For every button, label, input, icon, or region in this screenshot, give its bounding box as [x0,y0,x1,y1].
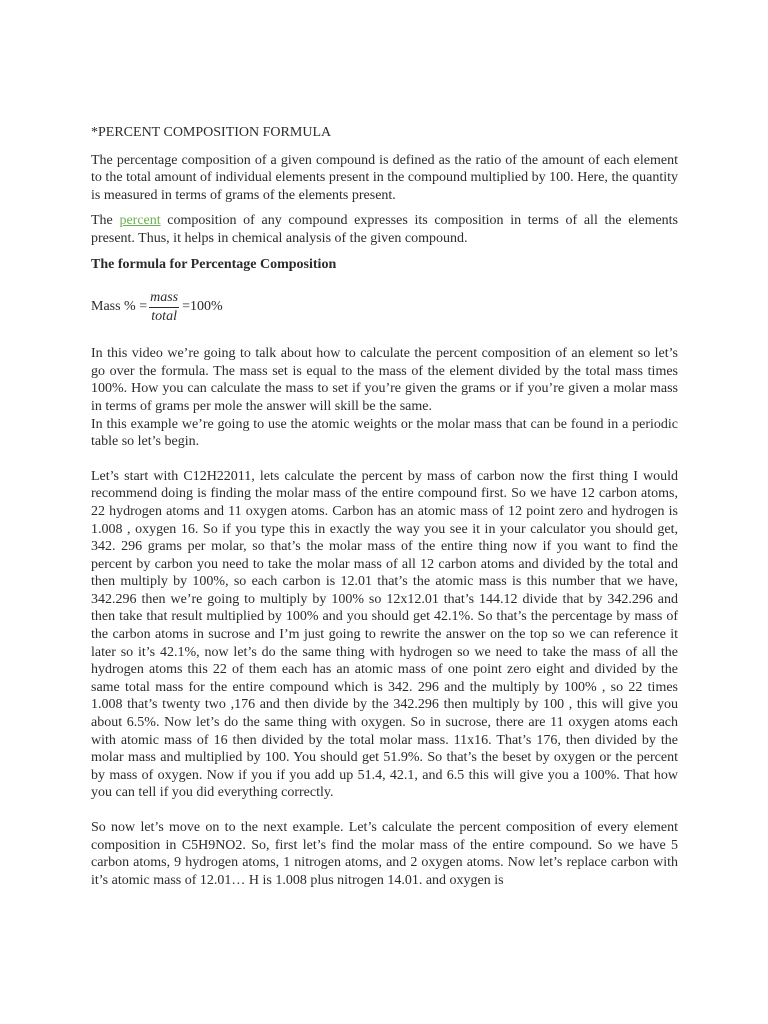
video-intro-paragraph: In this video we’re going to talk about how to calculate the percent composition of an element so let’s go over the formula. The mass set is equal to the mass of the element divided by the total mass times 100%. How you can calculate the mass to set if you’re given the grams or if you’re given a molar mass in terms of grams per mole the answer will skill be the same. [91,346,678,414]
example-intro-paragraph: In this example we’re going to use the atomic weights or the molar mass that can be found in a periodic table so let’s begin. [91,416,678,450]
paragraph-spacer [91,451,678,468]
formula-numerator: mass [149,290,179,308]
percent-link[interactable]: percent [119,213,161,229]
mass-percent-formula [91,285,678,329]
formula-denominator: total [151,308,177,324]
formula-title: The formula for Percentage Composition [91,256,337,272]
composition-paragraph [91,212,678,247]
next-example-paragraph: So now let’s move on to the next example. Let’s calculate the percent composition of every element composition in C5H9NO2. So, first let’s find the molar mass of the entire compound. So we have 5 carbon atoms, 9 hydrogen atoms, 1 nitrogen atoms, and 2 oxygen atoms. Now let’s replace carbon with it’s atomic mass of 12.01… H is 1.008 plus nitrogen 14.01. and oxygen is [91,820,678,888]
para2-end-text: composition of any compound expresses its composition in terms of all the elements present. Thus, it helps in chemical analysis of the given compound. [91,213,679,246]
document-heading: *PERCENT COMPOSITION FORMULA [91,125,332,140]
para2-start-text: The [91,213,120,229]
formula-suffix: =100% [182,299,223,315]
formula-fraction [149,290,179,325]
sucrose-example-paragraph: Let’s start with C12H22011, lets calculate the percent by mass of carbon now the first thing I would recommend doing is finding the molar mass of the entire compound first. So we have 12 carbon atoms, 22 hydrogen atoms and 11 oxygen atoms. Carbon has an atomic mass of 12 point zero and hydrogen is 1.008 , oxygen 16. So if you type this in exactly the way you see it in your calculator you should get, 342. 296 grams per molar, so that’s the molar mass of the entire thing now if you want to find the percent by carbon you need to take the molar mass of all 12 carbon atoms and divided by the total and then multiply by 100%, so each carbon is 12.01 that’s the atomic mass is this number that we have, 342.296 then we’re going to multiply by 100% so 12x12.01 that’s 144.12 divide that by 342.296 and then take that result multiplied by 100% and you should get 42.1%. So that’s the percentage by mass of the carbon atoms in sucrose and I’m just going to rewrite the answer on the top so we can reference it later so it’s 42.1%, now let’s do the same thing with hydrogen so we need to take the mass of all the hydrogen atoms this 22 of them each has an atomic mass of one point zero eight and divided by the same total mass for the entire compound which is 342. 296 and the multiply by 100% , so 22 times 1.008 that’s twenty two ,176 and then divide by the 342.296 then multiply by 100 , this will give you about 6.5%. Now let’s do the same thing with oxygen. So in sucrose, there are 11 oxygen atoms each with atomic mass of 16 then divided by the total molar mass. 11x16. That’s 176, then divided by the molar mass and multiplied by 100. You should get 51.9%. So that’s the beset by oxygen or the percent by mass of oxygen. Now if you if you add up 51.4, 42.1, and 6.5 this will give you a 100%. That how you can tell if you did everything correctly. [91,468,678,801]
formula-prefix: Mass % = [91,299,148,315]
paragraph-spacer [91,802,678,819]
definition-paragraph: The percentage composition of a given compound is defined as the ratio of the amount of each element to the total amount of individual elements present in the compound multiplied by 100. Here, the quantity is measured in terms of grams of the elements present. [91,152,678,203]
